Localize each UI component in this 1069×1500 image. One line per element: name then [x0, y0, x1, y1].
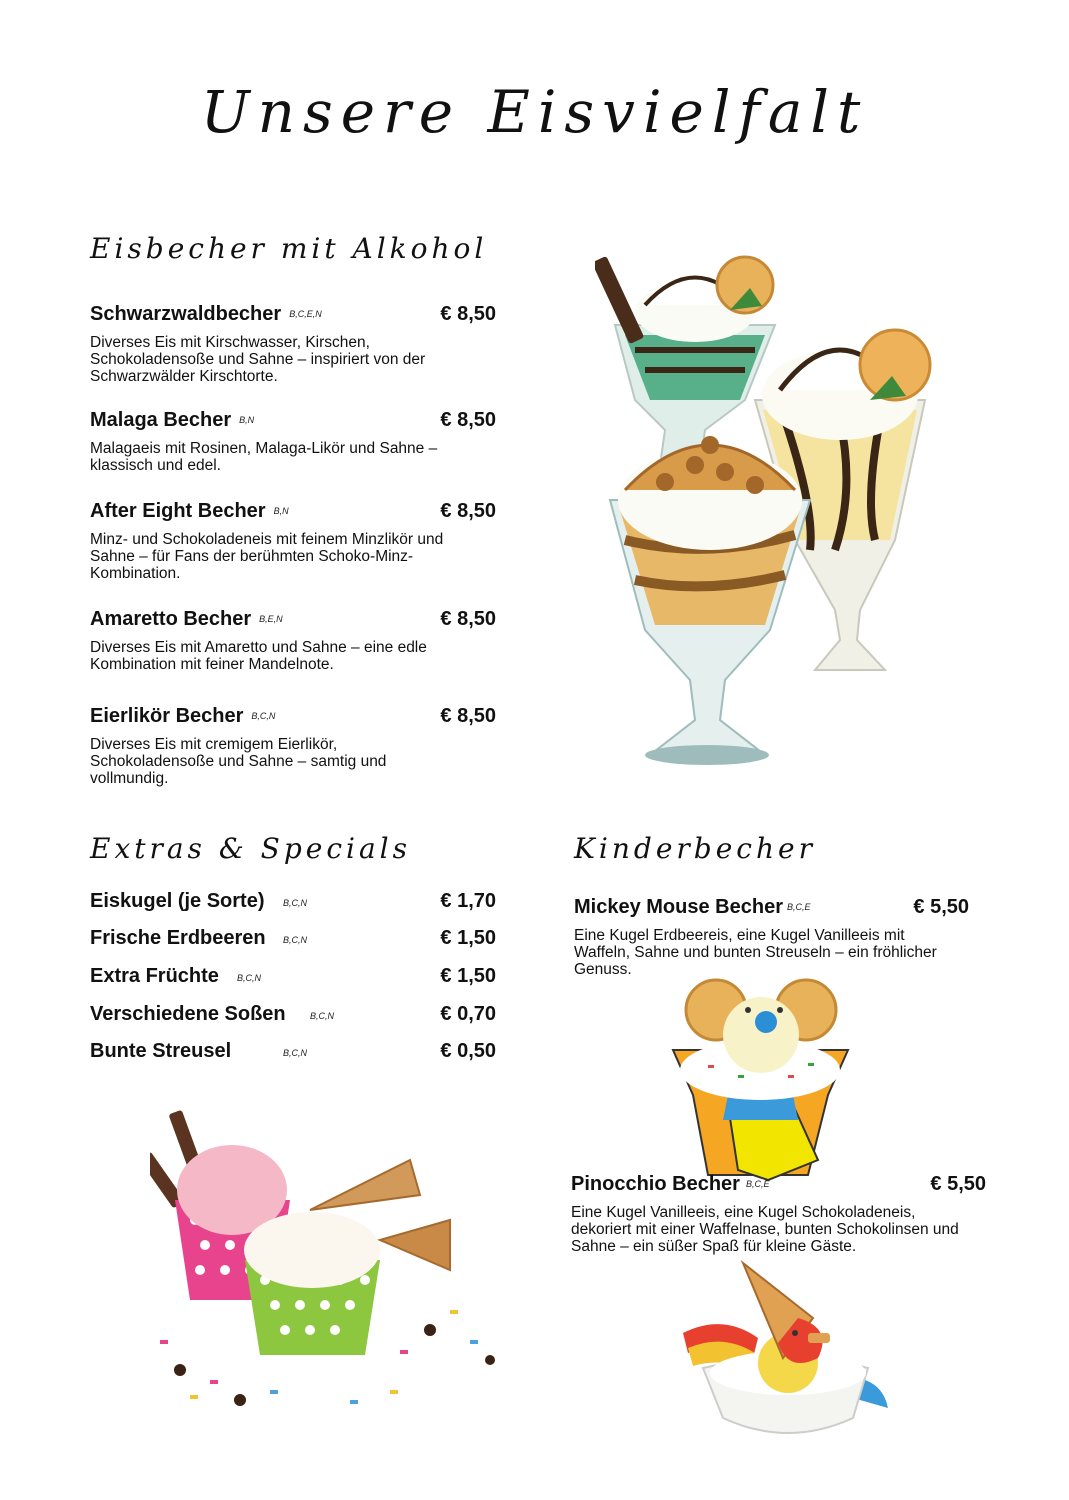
menu-item-malaga-becher	[90, 409, 496, 474]
item-name: Amaretto Becher	[90, 608, 252, 630]
item-description: Minz- und Schokoladeneis mit feinem Minzlikör und Sahne – für Fans der berühmten Schoko-Minz-Kombination.	[90, 531, 444, 582]
page-title: Unsere Eisvielfalt	[200, 78, 869, 146]
item-price: € 8,50	[440, 705, 496, 727]
section-title-kinder: Kinderbecher	[574, 832, 816, 865]
ice-cream-cups-image	[150, 1100, 540, 1430]
item-allergens: B,C,E	[786, 902, 811, 912]
item-description: Diverses Eis mit Kirschwasser, Kirschen, Schokoladensoße und Sahne – inspiriert von der Schwarzwälder Kirschtorte.	[90, 334, 426, 385]
item-allergens: B,C,N	[251, 711, 276, 721]
item-price: € 0,70	[440, 1003, 496, 1025]
item-price: € 0,50	[440, 1040, 496, 1062]
item-allergens: B,C,N	[310, 1011, 335, 1021]
item-price: € 8,50	[440, 608, 496, 630]
item-name: Eierlikör Becher	[90, 705, 244, 727]
mickey-mouse-cup-image	[668, 975, 853, 1185]
item-description: Eine Kugel Vanilleeis, eine Kugel Schokoladeneis, dekoriert mit einer Waffelnase, bunten Schokolinsen und Sahne – ein süßer Spaß für kleine Gäste.	[571, 1204, 959, 1255]
item-name: Verschiedene Soßen	[90, 1003, 286, 1025]
menu-item-amaretto-becher	[90, 608, 496, 673]
item-price: € 8,50	[440, 500, 496, 522]
item-allergens: B,C,N	[283, 1048, 308, 1058]
item-price: € 8,50	[440, 303, 496, 325]
item-description: Diverses Eis mit cremigem Eierlikör, Schokoladensoße und Sahne – samtig und vollmundig.	[90, 736, 387, 787]
item-description: Eine Kugel Erdbeereis, eine Kugel Vanilleeis mit Waffeln, Sahne und bunten Streuseln – ein fröhlicher Genuss.	[574, 927, 937, 978]
item-price: € 1,50	[440, 965, 496, 987]
sundae-glasses-image	[595, 250, 940, 790]
item-price: € 8,50	[440, 409, 496, 431]
item-name: After Eight Becher	[90, 500, 266, 522]
item-allergens: B,N	[239, 415, 255, 425]
extra-item-verschiedene-sossen	[90, 1003, 496, 1029]
item-price: € 5,50	[930, 1173, 986, 1195]
item-price: € 1,50	[440, 927, 496, 949]
menu-item-schwarzwaldbecher	[90, 303, 496, 385]
extra-item-extra-fruechte	[90, 965, 496, 991]
item-allergens: B,E,N	[259, 614, 283, 624]
section-title-extras: Extras & Specials	[90, 832, 411, 865]
extra-item-eiskugel	[90, 890, 496, 916]
item-name: Bunte Streusel	[90, 1040, 232, 1062]
menu-item-after-eight-becher	[90, 500, 496, 582]
item-allergens: B,C,E,N	[289, 309, 322, 319]
item-allergens: B,C,E	[745, 1179, 770, 1189]
item-name: Mickey Mouse Becher	[574, 896, 783, 918]
item-price: € 1,70	[440, 890, 496, 912]
pinocchio-cup-image	[683, 1258, 893, 1448]
menu-item-mickey-mouse-becher	[574, 896, 969, 978]
item-name: Frische Erdbeeren	[90, 927, 266, 949]
item-allergens: B,N	[273, 506, 289, 516]
item-name: Extra Früchte	[90, 965, 219, 987]
item-description: Diverses Eis mit Amaretto und Sahne – eine edle Kombination mit feiner Mandelnote.	[90, 639, 427, 673]
menu-item-eierlikoer-becher	[90, 705, 496, 787]
item-name: Schwarzwaldbecher	[90, 303, 282, 325]
extra-item-frische-erdbeeren	[90, 927, 496, 953]
item-name: Eiskugel (je Sorte)	[90, 890, 265, 912]
item-allergens: B,C,N	[237, 973, 262, 983]
section-title-alkohol: Eisbecher mit Alkohol	[90, 232, 488, 265]
item-description: Malagaeis mit Rosinen, Malaga-Likör und Sahne – klassisch und edel.	[90, 440, 438, 474]
item-allergens: B,C,N	[283, 935, 308, 945]
item-name: Pinocchio Becher	[571, 1173, 740, 1195]
menu-item-pinocchio-becher	[571, 1173, 986, 1255]
item-allergens: B,C,N	[283, 898, 308, 908]
extra-item-bunte-streusel	[90, 1040, 496, 1066]
item-name: Malaga Becher	[90, 409, 232, 431]
item-price: € 5,50	[913, 896, 969, 918]
